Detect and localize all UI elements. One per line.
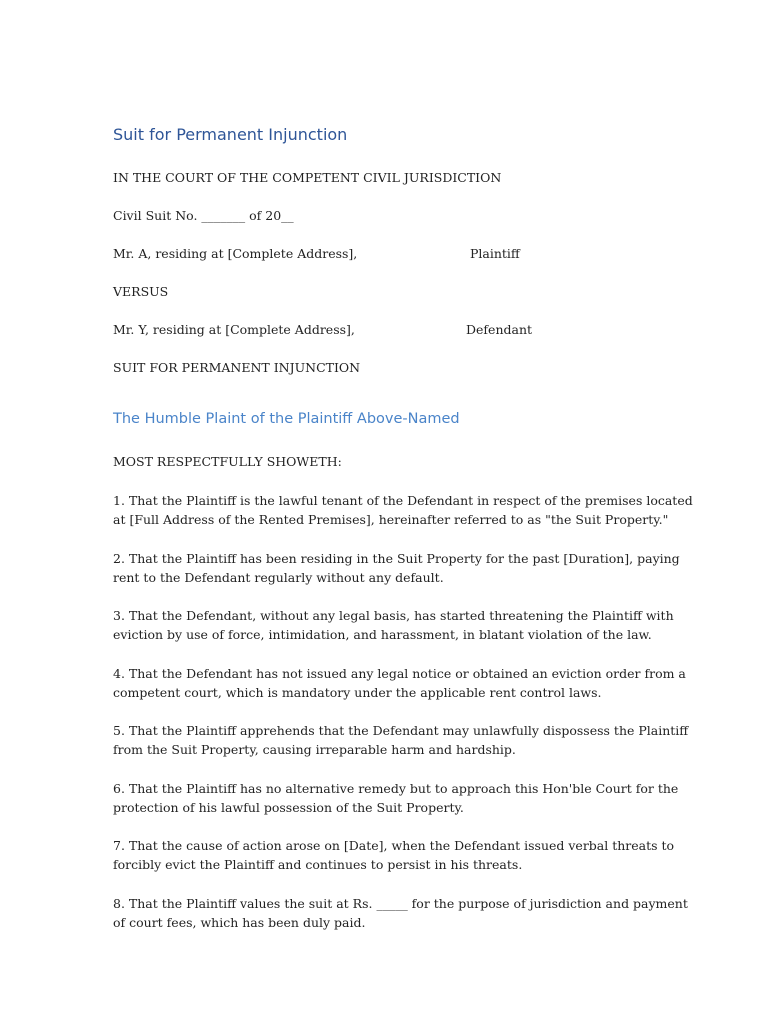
paragraph-line: at [Full Address of the Rented Premises], hereinafter referred to as "the Suit Property." [113,512,669,527]
suit-type: SUIT FOR PERMANENT INJUNCTION [113,360,361,375]
paragraph-line: 4. That the Defendant has not issued any legal notice or obtained an eviction order from a [113,666,686,681]
paragraph-8 [113,894,688,932]
paragraph-line: 6. That the Plaintiff has no alternative remedy but to approach this Hon'ble Court for the [113,781,679,796]
paragraph-line: from the Suit Property, causing irreparable harm and hardship. [113,742,516,757]
versus-text: VERSUS [113,284,169,299]
paragraph-line: 7. That the cause of action arose on [Date], when the Defendant issued verbal threats to [113,838,675,853]
paragraph-2 [113,549,680,587]
court-heading: IN THE COURT OF THE COMPETENT CIVIL JURISDICTION [113,170,502,185]
plaint-heading: The Humble Plaint of the Plaintiff Above-Named [113,411,460,427]
paragraph-line: 3. That the Defendant, without any legal basis, has started threatening the Plaintiff with [113,608,674,623]
paragraph-5 [113,721,689,759]
paragraph-7 [113,836,675,874]
paragraph-line: rent to the Defendant regularly without any default. [113,570,444,585]
paragraph-4 [113,664,686,702]
defendant-role: Defendant [466,322,533,337]
defendant-line: Mr. Y, residing at [Complete Address], [113,322,355,337]
suit-number: Civil Suit No. _______ of 20__ [113,208,294,223]
paragraph-line: 2. That the Plaintiff has been residing in the Suit Property for the past [Duration], paying [113,551,680,566]
document-title: Suit for Permanent Injunction [113,125,348,144]
paragraph-6 [113,779,679,817]
paragraph-line: of court fees, which has been duly paid. [113,915,366,930]
paragraph-line: 5. That the Plaintiff apprehends that the Defendant may unlawfully dispossess the Plaintiff [113,723,689,738]
paragraph-line: competent court, which is mandatory under the applicable rent control laws. [113,685,602,700]
plaintiff-line: Mr. A, residing at [Complete Address], [113,246,358,261]
paragraph-3 [113,606,674,644]
showeth-text: MOST RESPECTFULLY SHOWETH: [113,454,342,469]
plaintiff-role: Plaintiff [470,246,520,261]
paragraph-1 [113,491,693,529]
paragraph-line: protection of his lawful possession of the Suit Property. [113,800,464,815]
paragraph-line: 8. That the Plaintiff values the suit at Rs. _____ for the purpose of jurisdiction and payment [113,896,688,911]
paragraph-line: forcibly evict the Plaintiff and continues to persist in his threats. [113,857,523,872]
paragraph-line: 1. That the Plaintiff is the lawful tenant of the Defendant in respect of the premises located [113,493,693,508]
paragraph-line: eviction by use of force, intimidation, and harassment, in blatant violation of the law. [113,627,652,642]
